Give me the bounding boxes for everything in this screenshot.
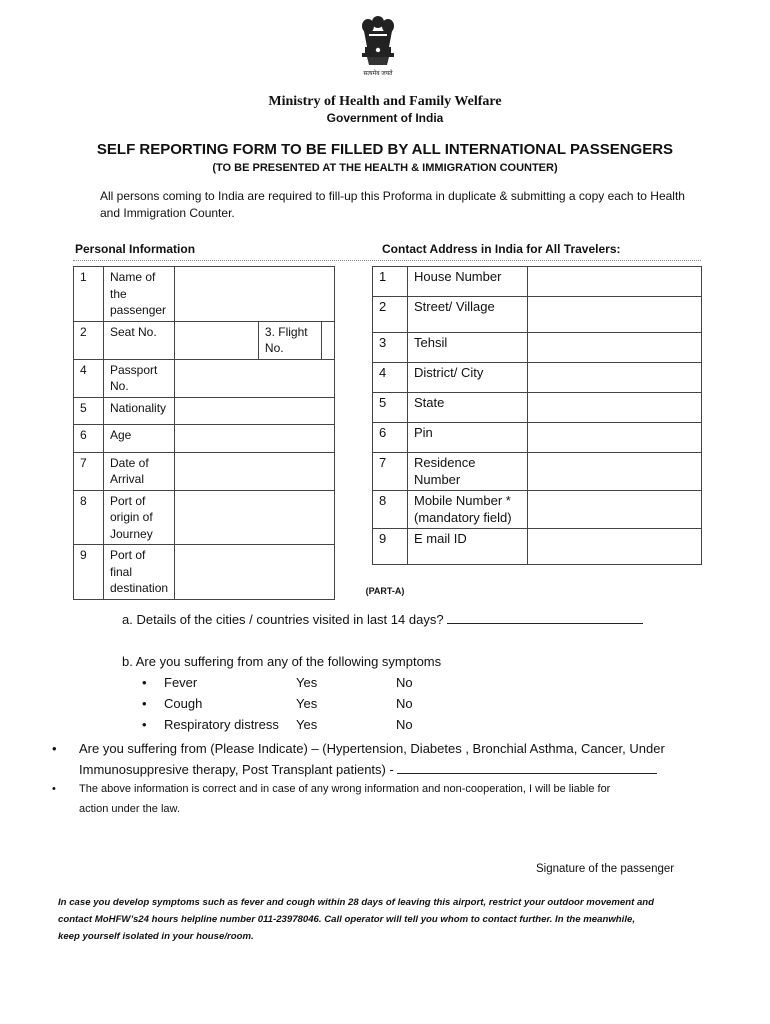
bullet-icon: •: [142, 696, 147, 711]
footer-notice: [58, 894, 654, 945]
contact-address-table: [372, 266, 702, 565]
conditions-input-line[interactable]: [397, 761, 657, 774]
contact-row-num: 2: [373, 297, 408, 333]
district-input-cell[interactable]: [528, 363, 702, 393]
contact-row-num: 5: [373, 393, 408, 423]
form-title: SELF REPORTING FORM TO BE FILLED BY ALL INTERNATIONAL PASSENGERS: [96, 141, 674, 158]
cities-visited-input-line[interactable]: [447, 611, 643, 624]
seat-input-cell[interactable]: [175, 322, 258, 359]
contact-row-num: 9: [373, 529, 408, 565]
conditions-line-2-text: Immunosuppresive therapy, Post Transplant patients) -: [79, 762, 394, 777]
contact-row-label: E mail ID: [408, 529, 528, 565]
conditions-line-1: Are you suffering from (Please Indicate) – (Hypertension, Diabetes , Bronchial Asthma, Cancer, Under: [79, 741, 665, 756]
symptom-yes-option[interactable]: Yes: [296, 717, 318, 732]
email-input-cell[interactable]: [528, 529, 702, 565]
signature-label: Signature of the passenger: [536, 863, 675, 875]
contact-row-label: Tehsil: [408, 333, 528, 363]
question-b: b. Are you suffering from any of the following symptoms: [122, 654, 442, 669]
bullet-icon: •: [52, 783, 56, 795]
conditions-question: [52, 738, 665, 780]
personal-row-label: Name of the passenger: [104, 267, 175, 322]
origin-port-input-cell[interactable]: [175, 490, 335, 545]
symptom-no-option[interactable]: No: [396, 717, 413, 732]
declaration: [52, 779, 610, 819]
declaration-line-2: action under the law.: [79, 803, 180, 815]
contact-row-label: State: [408, 393, 528, 423]
contact-row-num: 6: [373, 423, 408, 453]
symptom-name: Respiratory distress: [164, 717, 279, 732]
personal-row-label: Passport No.: [104, 359, 175, 397]
bullet-icon: •: [142, 717, 147, 732]
personal-row-label: Port of origin of Journey: [104, 490, 175, 545]
personal-row-label: Port of final destination: [104, 545, 175, 600]
nationality-input-cell[interactable]: [175, 397, 335, 424]
question-a-text: a. Details of the cities / countries visited in last 14 days?: [122, 612, 444, 627]
tehsil-input-cell[interactable]: [528, 333, 702, 363]
contact-row-num: 8: [373, 491, 408, 529]
symptom-item: [142, 696, 442, 717]
symptom-name: Cough: [164, 696, 203, 711]
state-input-cell[interactable]: [528, 393, 702, 423]
symptoms-list: [142, 675, 442, 738]
mobile-number-input-cell[interactable]: [528, 491, 702, 529]
personal-row-label: Age: [104, 424, 175, 452]
intro-line-2: and Immigration Counter.: [100, 206, 235, 220]
form-subtitle: (TO BE PRESENTED AT THE HEALTH & IMMIGRATION COUNTER): [212, 162, 558, 174]
contact-row-label: House Number: [408, 267, 528, 297]
emblem-caption: सत्यमेव जयते: [363, 71, 393, 77]
intro-line-1: All persons coming to India are required to fill-up this Proforma in duplicate & submitting a copy each to Health: [100, 189, 685, 203]
symptom-name: Fever: [164, 675, 198, 690]
national-emblem: [355, 14, 401, 76]
symptom-item: [142, 717, 442, 738]
personal-row-num: 4: [74, 359, 104, 397]
personal-row-num: 9: [74, 545, 104, 600]
residence-number-input-cell[interactable]: [528, 453, 702, 491]
personal-row-label: Nationality: [104, 397, 175, 424]
personal-row-num: 2: [74, 321, 104, 359]
personal-row-num: 7: [74, 452, 104, 490]
house-number-input-cell[interactable]: [528, 267, 702, 297]
bullet-icon: •: [52, 741, 57, 756]
symptom-yes-option[interactable]: Yes: [296, 675, 318, 690]
flight-label: 3. Flight No.: [258, 322, 321, 359]
personal-row-num: 8: [74, 490, 104, 545]
personal-info-table: [73, 266, 335, 600]
declaration-line-1: The above information is correct and in case of any wrong information and non-cooperation, I will be liable for: [79, 783, 611, 795]
contact-row-num: 1: [373, 267, 408, 297]
personal-info-heading: Personal Information: [75, 242, 196, 256]
question-a: [122, 611, 643, 627]
pin-input-cell[interactable]: [528, 423, 702, 453]
symptom-no-option[interactable]: No: [396, 675, 413, 690]
contact-address-heading: Contact Address in India for All Travelers:: [382, 242, 621, 256]
age-input-cell[interactable]: [175, 424, 335, 452]
footer-line-1: In case you develop symptoms such as fever and cough within 28 days of leaving this airport, restrict your outdoor movement and: [58, 897, 655, 908]
contact-row-num: 3: [373, 333, 408, 363]
contact-row-label: Street/ Village: [408, 297, 528, 333]
symptom-no-option[interactable]: No: [396, 696, 413, 711]
symptom-yes-option[interactable]: Yes: [296, 696, 318, 711]
contact-row-num: 7: [373, 453, 408, 491]
flight-input-cell[interactable]: [322, 322, 335, 359]
personal-row-label: Date of Arrival: [104, 452, 175, 490]
lion-capital-icon: [355, 14, 401, 68]
bullet-icon: •: [142, 675, 147, 690]
government-name: Government of India: [326, 111, 444, 125]
personal-row-num: 5: [74, 397, 104, 424]
personal-row-label: Seat No.: [104, 321, 175, 359]
passport-input-cell[interactable]: [175, 359, 335, 397]
personal-row-num: 6: [74, 424, 104, 452]
footer-line-3: keep yourself isolated in your house/room.: [58, 931, 254, 942]
heading-dotted-rule: [73, 260, 701, 261]
ministry-name: Ministry of Health and Family Welfare: [268, 94, 502, 109]
part-a-label: (PART-A): [365, 586, 405, 596]
intro-text: [100, 188, 685, 222]
contact-row-num: 4: [373, 363, 408, 393]
contact-row-label: Mobile Number * (mandatory field): [408, 491, 528, 529]
contact-row-label: Pin: [408, 423, 528, 453]
conditions-line-2: [79, 759, 665, 780]
street-input-cell[interactable]: [528, 297, 702, 333]
symptom-item: [142, 675, 442, 696]
contact-row-label: District/ City: [408, 363, 528, 393]
name-input-cell[interactable]: [175, 267, 335, 322]
contact-row-label: Residence Number: [408, 453, 528, 491]
personal-row-num: 1: [74, 267, 104, 322]
arrival-date-input-cell[interactable]: [175, 452, 335, 490]
footer-line-2: contact MoHFW’s24 hours helpline number 011-23978046. Call operator will tell you whom to contact further. In the meanwhile,: [58, 914, 635, 925]
